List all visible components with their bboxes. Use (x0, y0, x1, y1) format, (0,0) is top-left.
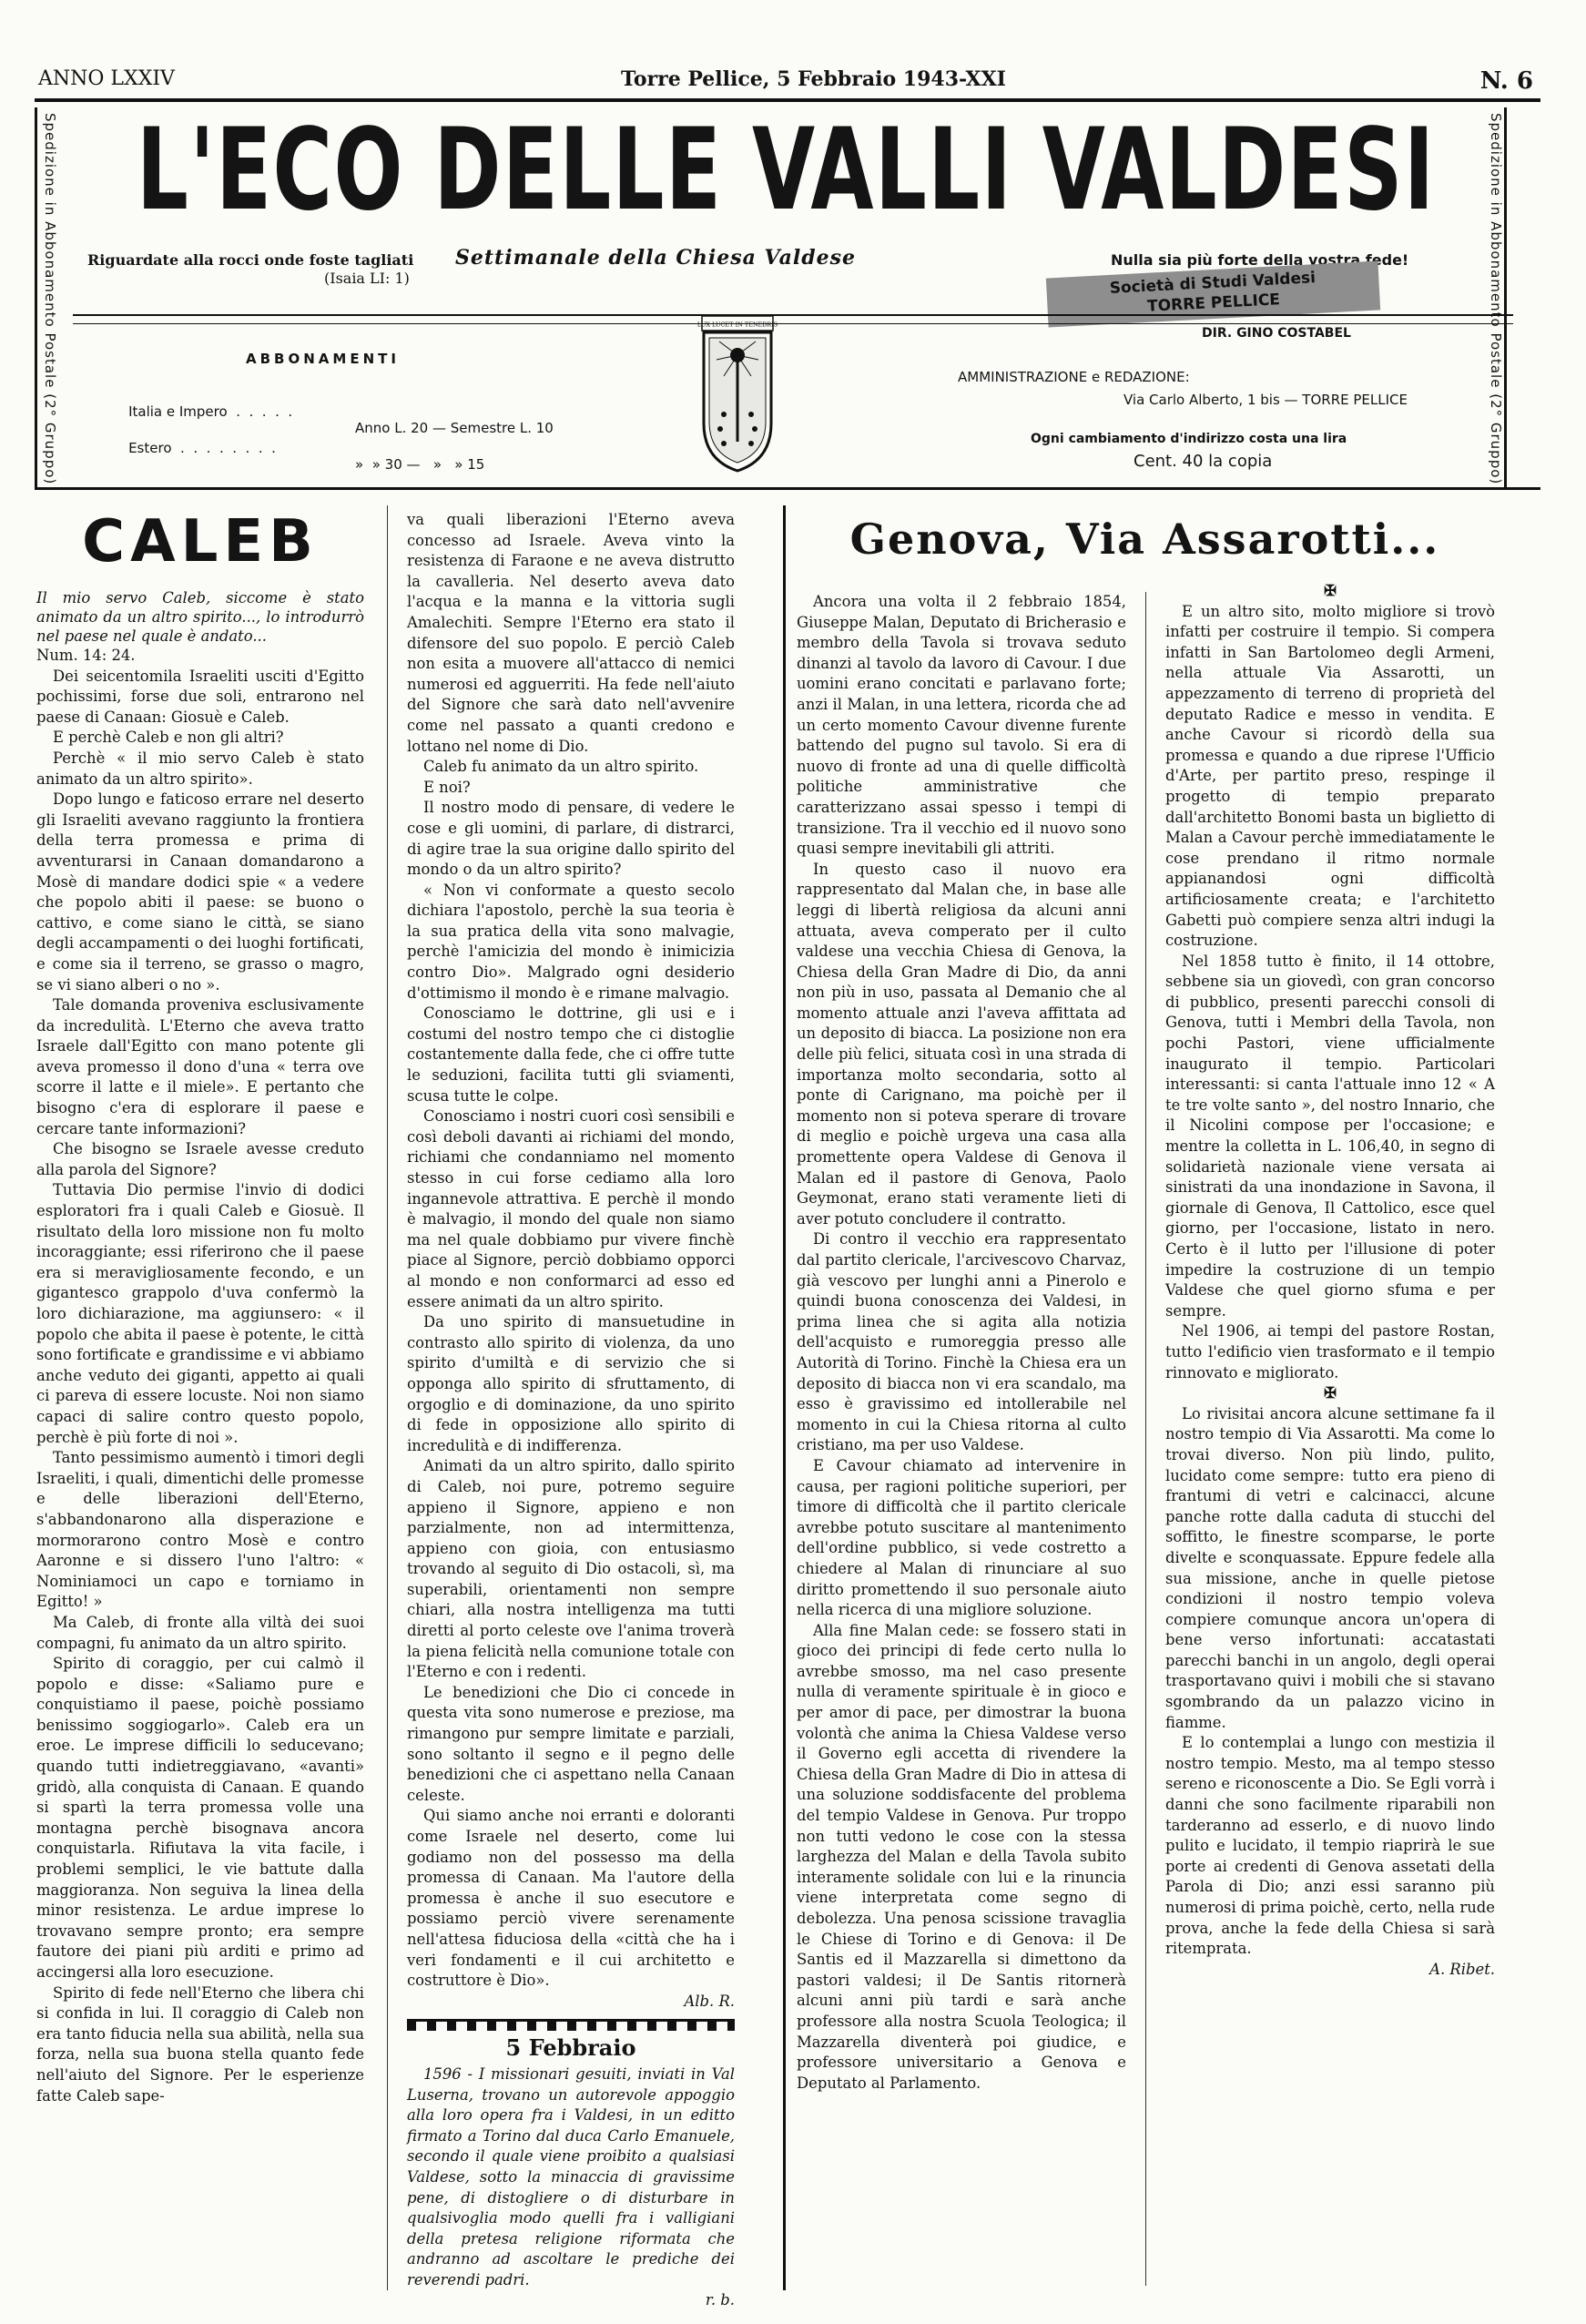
paragraph: Conosciamo i nostri cuori così sensibili e così deboli davanti ai richiami del mondo, richiami che condanniamo nel momento stesso in cui forse cediamo alla loro ingannevole attrattiva. E perchè il mondo è malvagio, il mondo del quale non siamo ma nel quale dobbiamo pur vivere finchè piace al Signore, perciò dobbiamo opporci al mondo e non conformarci ad esso ed essere animati da un altro spirito. (407, 1107, 735, 1310)
administration-address: Via Carlo Alberto, 1 bis — TORRE PELLICE (1123, 392, 1408, 408)
paragraph: E Cavour chiamato ad intervenire in causa, per ragioni politiche superiori, per timore di difficoltà che il partito clericale avrebbe potuto suscitare al mantenimento dell'ordine pubblico, si vede costretto a chiedere al Malan di rinunciare al suo diritto promettendo il suo personale aiuto nella ricerca di una migliore soluzione. (797, 1456, 1126, 1619)
february-text: 1596 - I missionari gesuiti, inviati in Val Luserna, trovano un autorevole appoggio alla loro opera fra i Valdesi, in un editto firmato a Torino dal duca Carlo Emanuele, secondo il quale viene proibito a qualsiasi Valdese, sotto la minaccia di gravissime pene, di distogliere o di disturbare in qualsivoglia modo quelli fra i valligiani della pretesa religione riformata che andranno ad ascoltare le prediche dei reverendi padri. (407, 2064, 735, 2288)
subscription-label: Estero . . . . . . . . (128, 440, 276, 456)
column-rule (387, 505, 388, 2290)
issue-number: N. 6 (1479, 67, 1533, 95)
masthead-rule-thin (73, 323, 1513, 324)
caleb-signature: Alb. R. (684, 1992, 735, 2010)
masthead-rule (73, 314, 1513, 316)
copy-price: Cent. 40 la copia (1134, 452, 1273, 471)
paragraph: Dei seicentomila Israeliti usciti d'Egitto pochissimi, forse due soli, entrarono nel paese di Canaan: Giosuè e Caleb. (36, 667, 364, 726)
paragraph: Che bisogno se Israele avesse creduto alla parola del Signore? (36, 1140, 364, 1178)
administration-label: AMMINISTRAZIONE e REDAZIONE: (958, 369, 1190, 385)
caleb-epigraph-reference: Num. 14: 24. (36, 647, 136, 664)
paragraph: Qui siamo anche noi erranti e doloranti come Israele nel deserto, come lui godiamo non del possesso ma della promessa di Canaan. Ma l'autore della promessa è anche il suo esecutore e possiamo perciò vivere serenamente nell'attesa fiduciosa della «città che ha i veri fondamenti e il cui architetto e costruttore è Dio». (407, 1807, 735, 1990)
february-column-title: 5 Febbraio (505, 2034, 636, 2062)
paragraph: Perchè « il mio servo Caleb è stato animato da un altro spirito». (36, 749, 364, 788)
genova-signature: A. Ribet. (1429, 1960, 1495, 1978)
paragraph: Lo rivisitai ancora alcune settimane fa il nostro tempio di Via Assarotti. Ma come lo trovai diverso. Non più lindo, pulito, lucidato come sempre: tutto era pieno di frantumi di vetri e calcinacci, alcune panche rotte dalla caduta di stucchi del soffitto, le finestre scomparse, le porte divelte e sconquassate. Eppure fedele alla sua missione, anche in quelle pietose condizioni il nostro tempio voleva compiere comunque ancora un'opera di bene verso infortunati: accatastati parecchi banchi in un angolo, degli operai trasportavano quivi i mobili che si stavano sgombrando da un palazzo vicino in fiamme. (1165, 1404, 1495, 1731)
year-number: ANNO LXXIV (38, 67, 175, 90)
paragraph: Il nostro modo di pensare, di vedere le cose e gli uomini, di parlare, di distrarci, di agire trae la sua origine dallo spirito del mondo o da un altro spirito? (407, 799, 735, 879)
paragraph: E un altro sito, molto migliore si trovò infatti per costruire il tempio. Si compera infatti in San Bartolomeo degli Armeni, nella attuale Via Assarotti, un appezzamento di terreno di proprietà del deputato Radice e messo in vendita. E anche Cavour si ricordò della sua promessa e quando a due riprese l'Ufficio d'Arte, per partito preso, respinge il progetto di tempio preparato dall'architetto Bonomi basta un biglietto di Malan a Cavour perchè immediatamente le cose prendano il ritmo normale appianandosi ogni difficoltà artificiosamente creata; e l'architetto Gabetti può compiere senza altri indugi la costruzione. (1165, 602, 1495, 950)
paragraph: Tuttavia Dio permise l'invio di dodici esploratori fra i quali Caleb e Giosuè. Il risultato della loro missione non fu molto incoraggiante; essi riferirono che il paese era si meravigliosamente fecondo, e un gigantesco grappolo d'uva confermò la loro dichiarazione, ma aggiunsero: « il popolo che abita il paese è potente, le città sono fortificate e grandissime e vi abbiamo anche veduto dei giganti, appetto ai quali ci pareva di essere locuste. Noi non siamo capaci di salire contro questo popolo, perchè è più forte di noi ». (36, 1181, 364, 1446)
motto-left-text: Riguardate alla rocci onde foste tagliati (87, 251, 414, 269)
motto-left (87, 251, 413, 288)
caleb-article-column-2 (407, 510, 735, 2311)
column-rule-thick (783, 505, 786, 2290)
postal-side-text-left: Spedizione in Abbonamento Postale (2° Gruppo) (42, 112, 58, 485)
decorative-divider (407, 2019, 735, 2031)
cross-ornament-icon: ✠ (1324, 1384, 1337, 1402)
paragraph: Spirito di coraggio, per cui calmò il popolo e disse: «Saliamo pure e conquistiamo il paese, poichè possiamo benissimo soggiogarlo». Caleb era un eroe. Le imprese difficili lo seducevano; quando tutti indietreggiavano, «avanti» gridò, alla conquista di Canaan. E quando si spartì la terra promessa volle una montagna perchè bisognava ancora conquistarla. Rifiutava la vita facile, i problemi semplici, le vie battute dalla maggioranza. Non seguiva la linea della minor resistenza. Le ardue imprese lo trovavano sempre pronto; era sempre fautore dei piani più arditi e primo ad accingersi alla loro esecuzione. (36, 1655, 364, 1981)
motto-right: Nulla sia più forte della vostra fede! (1111, 251, 1409, 269)
postal-side-text-right: Spedizione in Abbonamento Postale (2° Gruppo) (1488, 112, 1504, 485)
stamp-line-1: Società di Studi Valdesi (1109, 269, 1317, 298)
right-side-rule (1504, 107, 1507, 490)
paragraph: Ancora una volta il 2 febbraio 1854, Giuseppe Malan, Deputato di Bricherasio e membro della Tavola si trovava seduto dinanzi al tavolo da lavoro di Cavour. I due uomini erano concitati e parlavano forte; anzi il Malan, in una lettera, ricorda che ad un certo momento Cavour divenne furente battendo del pugno sul tavolo. Si era di nuovo di fronte ad una di quelle difficoltà politiche amministrative che caratterizzano assai spesso i tempi di transizione. Tra il vecchio ed il nuovo sono quasi sempre inevitabili gli attriti. (797, 593, 1126, 858)
paragraph: Conosciamo le dottrine, gli usi e i costumi del nostro tempo che ci distoglie costantemente dalla fede, che ci offre tutte le seduzioni, facilita tutti gli sviamenti, scusa tutte le colpe. (407, 1004, 735, 1105)
paragraph: va quali liberazioni l'Eterno aveva concesso ad Israele. Aveva vinto la resistenza di Faraone e ne aveva distrutto la cavalleria. Nel deserto aveva dato l'acqua e la manna e la vittoria sugli Amalechiti. Sempre l'Eterno era stato il difensore del suo popolo. E perciò Caleb non esita a muovere all'attacco di nemici numerosi ed agguerriti. Ha fede nell'aiuto del Signore che sarà dato nell'avvenire come nel passato a quanti credono e lottano nel nome di Dio. (407, 511, 735, 755)
place-date: Torre Pellice, 5 Febbraio 1943-XXI (621, 67, 1006, 91)
paragraph: Alla fine Malan cede: se fossero stati in gioco dei principi di fede certo nulla lo avrebbe smosso, ma nel caso presente nulla di veramente spirituale è in gioco e per amor di pace, per dimostrar la buona volontà che anima la Chiesa Valdese verso il Governo egli accetta di rivendere la Chiesa della Gran Madre di Dio in attesa di una soluzione soddisfacente del problema del tempio Valdese in Genova. Pur troppo non tutti vedono le cose con la stessa larghezza del Malan e della Tavola subito interamente solidale con lui e la rinuncia viene interpretata come segno di debolezza. Una penosa scissione travaglia le Chiese di Torino e di Genova: il De Santis ed il Mazzarella si dimettono da pastori valdesi; il De Santis ritornerà alcuni anni più tardi e sarà anche professore alla nostra Scuola Teologica; il Mazzarella diventerà poi giudice, e professore universitario a Genova e Deputato al Parlamento. (797, 1621, 1126, 2092)
paragraph: Animati da un altro spirito, dallo spirito di Caleb, noi pure, potremo seguire appieno il Signore, appieno e non parzialmente, non ad intermittenza, appieno con gioia, con entusiasmo trovando al seguito di Dio ostacoli, sì, ma superabili, orientamenti non sempre chiari, alla nostra intelligenza ma tutti diretti al porto celeste ove l'anima troverà la piena felicità nella comunione totale con l'Eterno e con i redenti. (407, 1457, 735, 1681)
paragraph: Di contro il vecchio era rappresentato dal partito clericale, l'arcivescovo Charvaz, già vescovo per lunghi anni a Pinerolo e quindi buona conoscenza dei Valdesi, in prima linea che si agita alla notizia dell'acquisto e rumoreggia presso alle Autorità di Torino. Finchè la Chiesa era un deposito di biacca non vi era scandalo, ma esso è gravissimo ed intollerabile nel momento in cui la Chiesa ritorna al culto cristiano, ma per uso Valdese. (797, 1230, 1126, 1454)
director-line: DIR. GINO COSTABEL (1202, 326, 1351, 341)
cross-ornament-icon: ✠ (1324, 582, 1337, 599)
paragraph: Da uno spirito di mansuetudine in contrasto allo spirito di violenza, da uno spirito d'umiltà e di servizio che si opponga allo spirito di sfruttamento, di orgoglio e di dominazione, da uno spirito di fede in opposizione allo spirito di incredulità e di indifferenza. (407, 1313, 735, 1454)
left-side-rule (35, 107, 37, 490)
paragraph: Tale domanda proveniva esclusivamente da incredulità. L'Eterno che aveva tratto Israele dall'Egitto con mano potente gli aveva promesso il dono d'una « terra ove scorre il latte e il miele». E pertanto che bisogno c'era di esplorare il paese e cercare tante informazioni? (36, 996, 364, 1137)
paragraph: Tanto pessimismo aumentò i timori degli Israeliti, i quali, dimentichi delle promesse e delle liberazioni dell'Eterno, s'abbandonarono alla disperazione e mormorarono contro Mosè e contro Aaronne e si dissero l'uno l'altro: « Nominiamoci un capo e torniamo in Egitto! » (36, 1449, 364, 1611)
paragraph: « Non vi conformate a questo secolo dichiara l'apostolo, perchè la sua teoria è la sua pratica della vita sono malvagie, perchè l'amicizia del mondo è inimicizia contro Dio». Malgrado ogni desiderio d'ottimismo il mondo è e rimane malvagio. (407, 881, 735, 1002)
paragraph: E perchè Caleb e non gli altri? (53, 729, 284, 747)
newspaper-subtitle: Settimanale della Chiesa Valdese (455, 246, 856, 270)
masthead-bottom-rule (35, 487, 1540, 490)
paragraph: Le benedizioni che Dio ci concede in questa vita sono numerose e preziose, ma rimangono pur sempre limitate e parziali, sono soltanto il segno e il pegno delle benedizioni che ci aspettano nella Canaan celeste. (407, 1683, 735, 1804)
emblem-motto: LUX LUCET IN TENEBRIS (696, 321, 778, 329)
motto-left-source: (Isaia LI: 1) (324, 270, 410, 287)
subscription-price: Anno L. 20 — Semestre L. 10 (355, 420, 554, 436)
waldensian-emblem-icon (696, 314, 778, 476)
subscriptions-title: ABBONAMENTI (246, 351, 400, 367)
column-rule (1145, 592, 1146, 2286)
february-signature: r. b. (705, 2291, 735, 2309)
paragraph: Ma Caleb, di fronte alla viltà dei suoi compagni, fu animato da un altro spirito. (36, 1613, 364, 1652)
genova-article-column-1 (797, 592, 1126, 2094)
subscription-label: Italia e Impero . . . . . (128, 403, 293, 420)
paragraph: Nel 1858 tutto è finito, il 14 ottobre, sebbene sia un giovedì, con gran concorso di pubblico, presenti parecchi consoli di Genova, tutti i Membri della Tavola, non pochi Pastori, viene ufficialmente inaugurato il tempio. Particolari interessanti: si canta l'attuale inno 12 « A te tre volte santo », del nostro Innario, che il Nicolini compose per l'occasione; e mentre la colletta in L. 106,40, in segno di solidarietà nazionale viene versata ai sinistrati da una inondazione in Savona, il giornale di Genova, Il Cattolico, esce quel giorno, per l'occasione, listato in nero. Certo è il lutto per l'illusione di poter impedire la costruzione di un tempio Valdese che quel giorno sfuma e per sempre. (1165, 952, 1495, 1320)
paragraph: In questo caso il nuovo era rappresentato dal Malan che, in base alle leggi di libertà religiosa da alcuni anni attuata, aveva comperato per il culto valdese una vecchia Chiesa di Genova, la Chiesa della Gran Madre di Dio, da anni non più in uso, passata al Demanio che al momento attuale anzi l'aveva affittata ad un deposito di biacca. La posizione non era delle più felici, situata così in una strada di importanza molto secondaria, sotto al ponte di Carignano, ma poichè per il momento non si poteva sperare di trovare di meglio e poichè urgeva una casa alla promettente opera Valdese di Genova il Malan ed il pastore di Genova, Paolo Geymonat, erano stati veramente lieti di aver potuto concludere il contratto. (797, 860, 1126, 1228)
genova-article-column-2 (1165, 581, 1495, 1980)
paragraph: Caleb fu animato da un altro spirito. (423, 758, 699, 776)
caleb-epigraph: Il mio servo Caleb, siccome è stato animato da un altro spirito..., lo introdurrò nel paese nel quale è andato... (36, 589, 364, 645)
caleb-article-column-1 (36, 510, 364, 2106)
address-change-notice: Ogni cambiamento d'indirizzo costa una lira (1031, 432, 1347, 446)
top-line (38, 67, 1533, 98)
library-stamp (1046, 260, 1380, 327)
paragraph: Dopo lungo e faticoso errare nel deserto gli Israeliti avevano raggiunto la frontiera della terra promessa e prima di avventurarsi in Canaan domandarono a Mosè di mandare dodici spie « a vedere che popolo abiti il paese: se buono o cattivo, e come siano le città, se siano degli accampamenti o dei luoghi fortificati, e come sia il terreno, se grasso o magro, se vi siano alberi o no ». (36, 790, 364, 994)
paragraph: E noi? (423, 778, 471, 796)
paragraph: E lo contemplai a lungo con mestizia il nostro tempio. Mesto, ma al tempo stesso sereno e riconoscente a Dio. Se Egli vorrà i danni che sono facilmente riparabili non tarderanno ad esserlo, e di nuovo lindo pulito e lucidato, il tempio riaprirà le sue porte ai credenti di Genova assetati della Parola di Dio; anzi essi saranno più numerosi di prima poichè, certo, nella rude prova, anche la fede della Chiesa si sarà ritemprata. (1165, 1734, 1495, 1958)
subscription-price: » » 30 — » » 15 (355, 456, 485, 473)
paragraph: Spirito di fede nell'Eterno che libera chi si confida in lui. Il coraggio di Caleb non era tanto fiducia nella sua abilità, nella sua forza, nella sua buona stella quanto fede nell'aiuto del Signore. Per le esperienze fatte Caleb sape- (36, 1983, 364, 2105)
paragraph: Nel 1906, ai tempi del pastore Rostan, tutto l'edificio vien trasformato e il tempio rinnovato e migliorato. (1165, 1322, 1495, 1381)
stamp-line-2: TORRE PELLICE (1146, 290, 1281, 316)
newspaper-title: L'ECO DELLE VALLI VALDESI (137, 105, 1436, 236)
genova-article-title: Genova, Via Assarotti... (849, 515, 1440, 564)
caleb-title: CALEB (82, 508, 319, 576)
